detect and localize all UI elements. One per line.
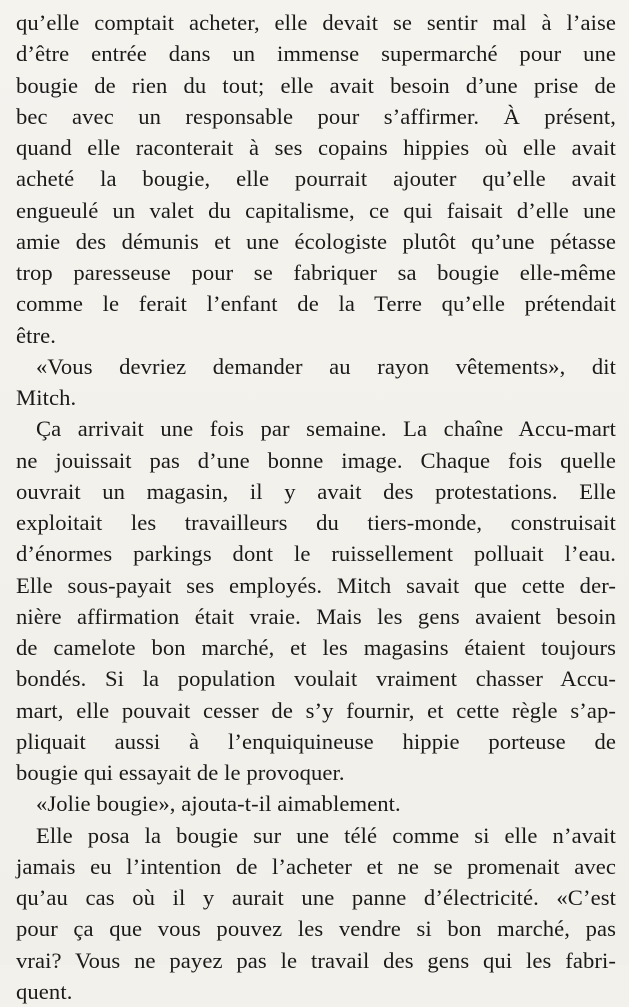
text-line: Elle posa la bougie sur une télé comme si elle n’avait [36,822,616,848]
text-line: «Jolie bougie», ajouta-t-il aimablement. [36,791,401,817]
text-line: quand elle raconterait à ses copains hippies où elle avait [16,135,616,160]
text-line: acheté la bougie, elle pourrait ajouter qu’elle avait [16,166,616,192]
text-line: être. [16,322,57,348]
text-line: de camelote bon marché, et les magasins étaient toujours [16,635,616,660]
text-line: engueulé un valet du capitalisme, ce qui faisait d’elle une [16,197,616,223]
text-line: exploitait les travailleurs du tiers-monde, construisait [16,510,616,535]
text-line: d’être entrée dans un immense supermarché pour une [16,41,616,67]
text-line: Ça arrivait une fois par semaine. La chaîne Accu-mart [36,416,616,442]
text-line: mart, elle pouvait cesser de s’y fournir, et cette règle s’ap- [16,697,616,723]
text-line: quent. [16,978,73,1004]
text-line: jamais eu l’intention de l’acheter et ne se promenait avec [16,853,616,879]
page-body-text [16,7,616,1007]
text-line: d’énormes parkings dont le ruissellement polluait l’eau. [16,541,616,567]
text-line: qu’elle comptait acheter, elle devait se sentir mal à l’aise [16,10,616,35]
text-line: Elle sous-payait ses employés. Mitch savait que cette der- [16,572,616,598]
text-line: trop paresseuse pour se fabriquer sa bougie elle-même [16,260,616,285]
text-line: bougie qui essayait de le provoquer. [16,760,345,785]
text-line: pour ça que vous pouvez les vendre si bon marché, pas [16,916,616,942]
text-line: nière affirmation était vraie. Mais les gens avaient besoin [16,603,616,629]
text-line: Mitch. [16,385,77,410]
text-line: bec avec un responsable pour s’affirmer. À présent, [16,103,616,129]
text-line: comme le ferait l’enfant de la Terre qu’elle prétendait [16,291,616,317]
text-line: ne jouissait pas d’une bonne image. Chaque fois quelle [16,447,616,473]
text-line: «Vous devriez demander au rayon vêtements», dit [36,353,616,379]
text-line: bougie de rien du tout; elle avait besoin d’une prise de [16,72,616,98]
text-line: qu’au cas où il y aurait une panne d’électricité. «C’est [16,885,616,910]
text-line: pliquait aussi à l’enquiquineuse hippie porteuse de [16,728,616,754]
text-line: amie des démunis et une écologiste plutôt qu’une pétasse [16,228,616,254]
text-line: bondés. Si la population voulait vraiment chasser Accu- [16,666,616,692]
text-line: ouvrait un magasin, il y avait des protestations. Elle [16,478,616,504]
text-line: vrai? Vous ne payez pas le travail des gens qui les fabri- [16,947,616,973]
